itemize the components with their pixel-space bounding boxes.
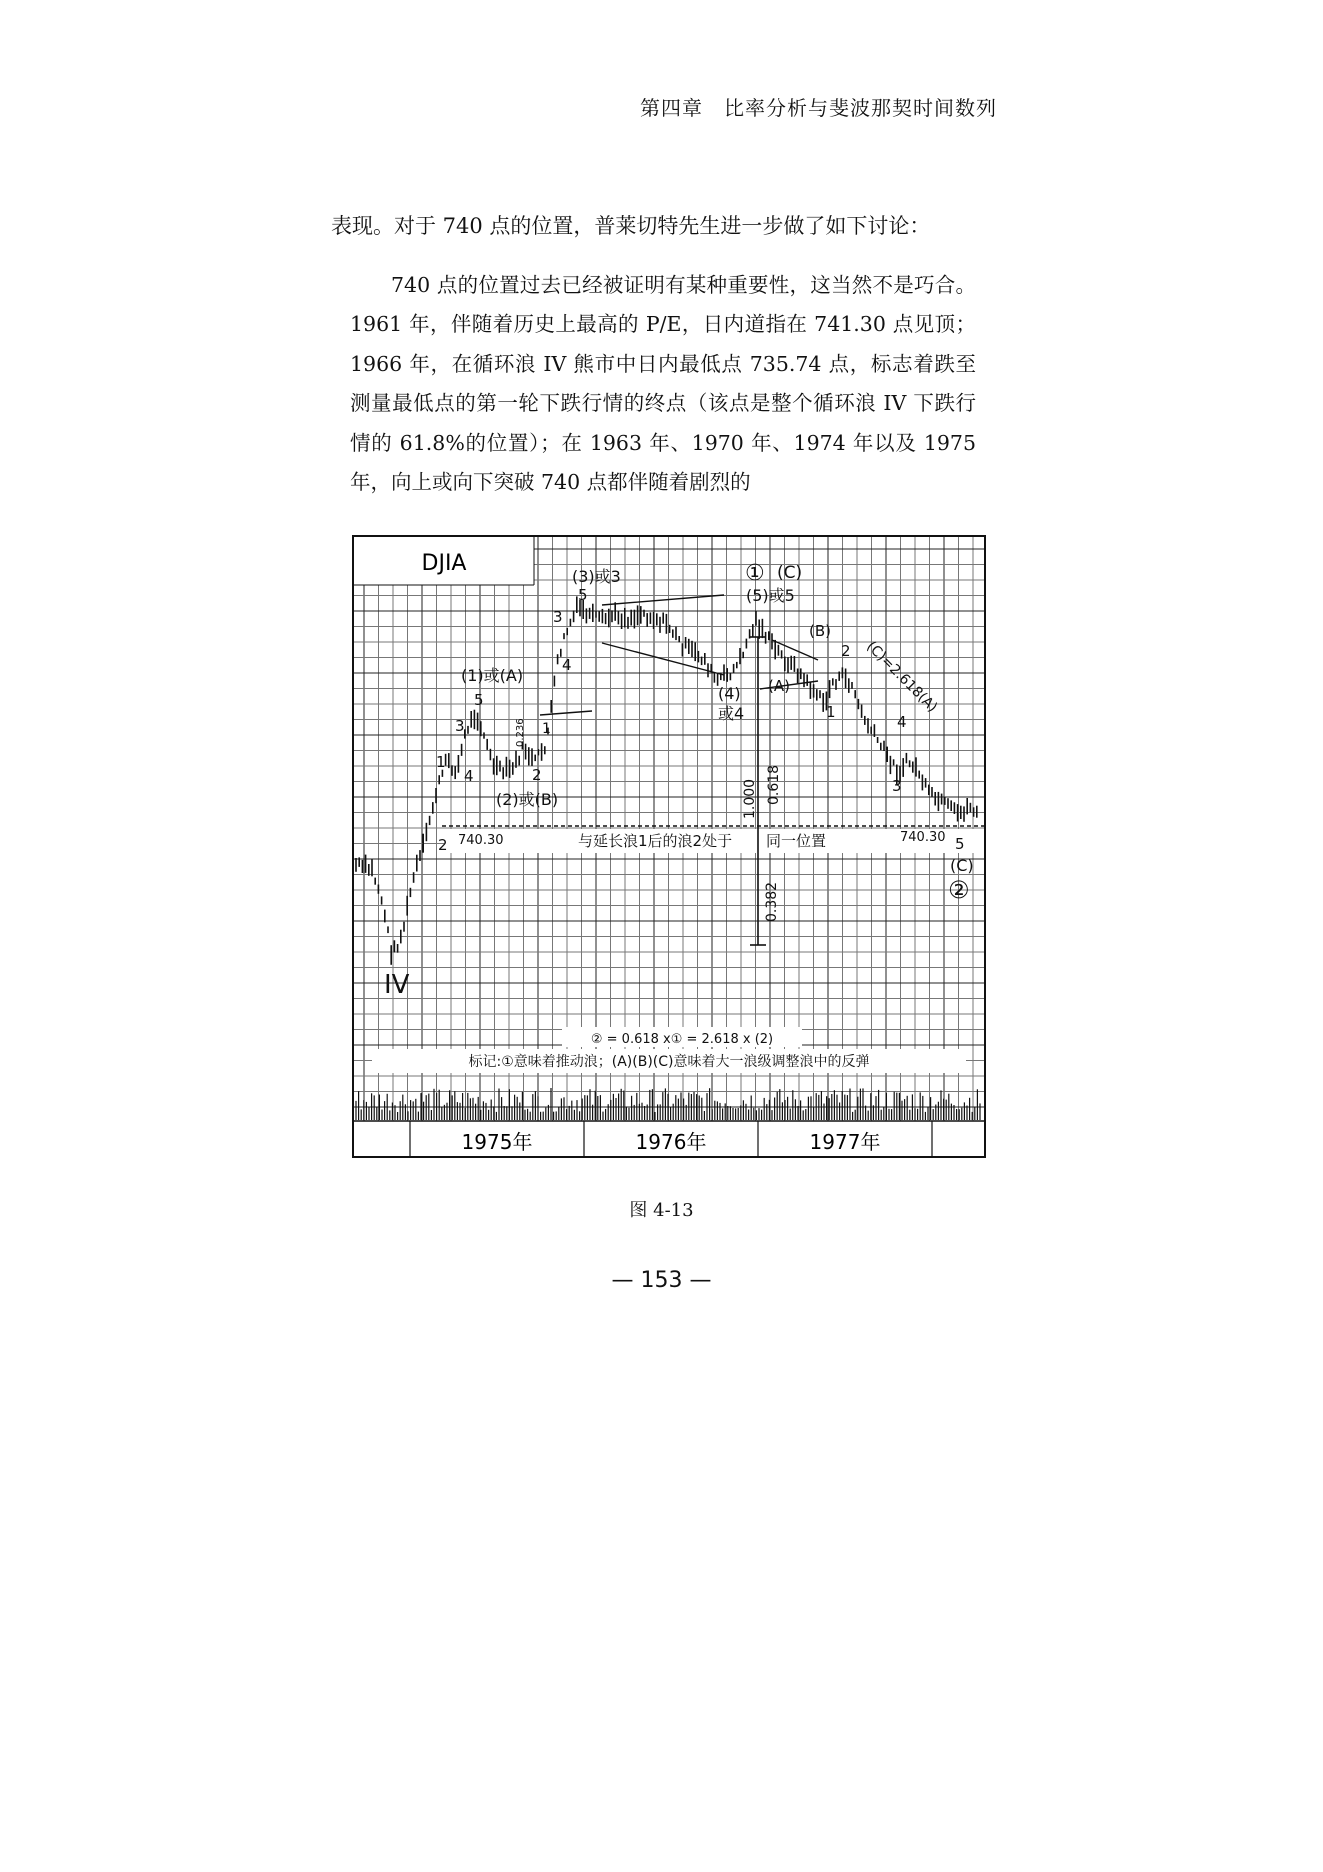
wave-label-2-or-b: (2)或(B) <box>496 790 559 809</box>
level-740-left: 740.30 <box>458 833 504 848</box>
wave-label-top-5: 5 <box>578 586 588 604</box>
wave-label-sub1: 1 <box>542 721 551 737</box>
level-740-right: 740.30 <box>900 830 946 845</box>
ratio-1000: 1.000 <box>742 778 758 819</box>
wave-label-1: 1 <box>436 753 446 771</box>
wave-label-2: 2 <box>438 836 448 854</box>
ratio-0382: 0.382 <box>764 881 780 922</box>
wave-label-a: (A) <box>768 677 790 695</box>
intro-paragraph: 表现。对于 740 点的位置，普莱切特先生进一步做了如下讨论： <box>331 214 931 238</box>
wave-label-3-or-3: (3)或3 <box>572 567 621 586</box>
wave-label-a-2: 2 <box>841 642 851 660</box>
wave-label-circled-1: ① <box>745 561 765 586</box>
wave-label-5-or-5: (5)或5 <box>746 586 795 605</box>
legend-note: 标记:①意味着推动浪；(A)(B)(C)意味着大一浪级调整浪中的反弹 <box>468 1054 870 1070</box>
c-ratio-label: (C)=2.618(A) <box>863 638 941 716</box>
wave-label-top-4: 4 <box>562 656 572 674</box>
wave-label-4-paren: (4) <box>718 684 741 703</box>
year-label-1976: 1976年 <box>635 1130 707 1154</box>
djia-wave-chart <box>352 535 986 1158</box>
wave-label-3: 3 <box>455 717 465 735</box>
wave-label-circled-2: ② <box>948 876 970 904</box>
page-number: — 153 — <box>611 1268 712 1293</box>
wave-label-c-bottom: (C) <box>950 856 974 875</box>
quoted-passage-text: 740 点的位置过去已经被证明有某种重要性，这当然不是巧合。1961 年，伴随着历史上最高的 P/E，日内道指在 741.30 点见顶；1966 年，在循环浪 IV 熊市中日内最低点 735.74 点，标志着跌至测量最低点的第一轮下跌行情的终点（该点是整个循环浪 IV 下跌行情的 61.8%的位置）；在 1963 年、1970 年、1974 年以及 1975 年，向上或向下突破 740 点都伴随着剧烈的 <box>350 273 976 495</box>
wave-label-5: 5 <box>474 691 484 709</box>
year-label-1977: 1977年 <box>809 1130 881 1154</box>
ratio-0618: 0.618 <box>766 764 782 805</box>
wave-label-sub2: 2 <box>532 766 542 784</box>
wave-label-or-4: 或4 <box>718 704 745 723</box>
chart-title: DJIA <box>421 551 467 576</box>
level-note-a: 与延长浪1后的浪2处于 <box>578 832 733 850</box>
wave-label-iv: IV <box>384 970 410 1000</box>
figure-caption: 图 4-13 <box>629 1200 694 1221</box>
wave-label-a-1: 1 <box>826 703 836 721</box>
wave-label-4: 4 <box>464 767 474 785</box>
wave-label-c-4: 4 <box>897 713 907 731</box>
wave-label-top-3: 3 <box>553 608 563 626</box>
quoted-passage <box>350 266 976 502</box>
running-head: 第四章 比率分析与斐波那契时间数列 <box>640 96 997 120</box>
wave-label-1-or-a: (1)或(A) <box>461 666 524 685</box>
equation-label: ② = 0.618 x① = 2.618 x (2) <box>590 1032 774 1047</box>
wave-label-b: (B) <box>809 622 831 640</box>
wave-label-c-5: 5 <box>955 835 965 853</box>
wave-label-c-top: (C) <box>777 563 803 583</box>
wave-label-c-3: 3 <box>892 777 902 795</box>
level-note-b: 同一位置 <box>766 832 827 850</box>
year-label-1975: 1975年 <box>461 1130 533 1154</box>
ratio-0236: 0.236 <box>515 718 526 747</box>
